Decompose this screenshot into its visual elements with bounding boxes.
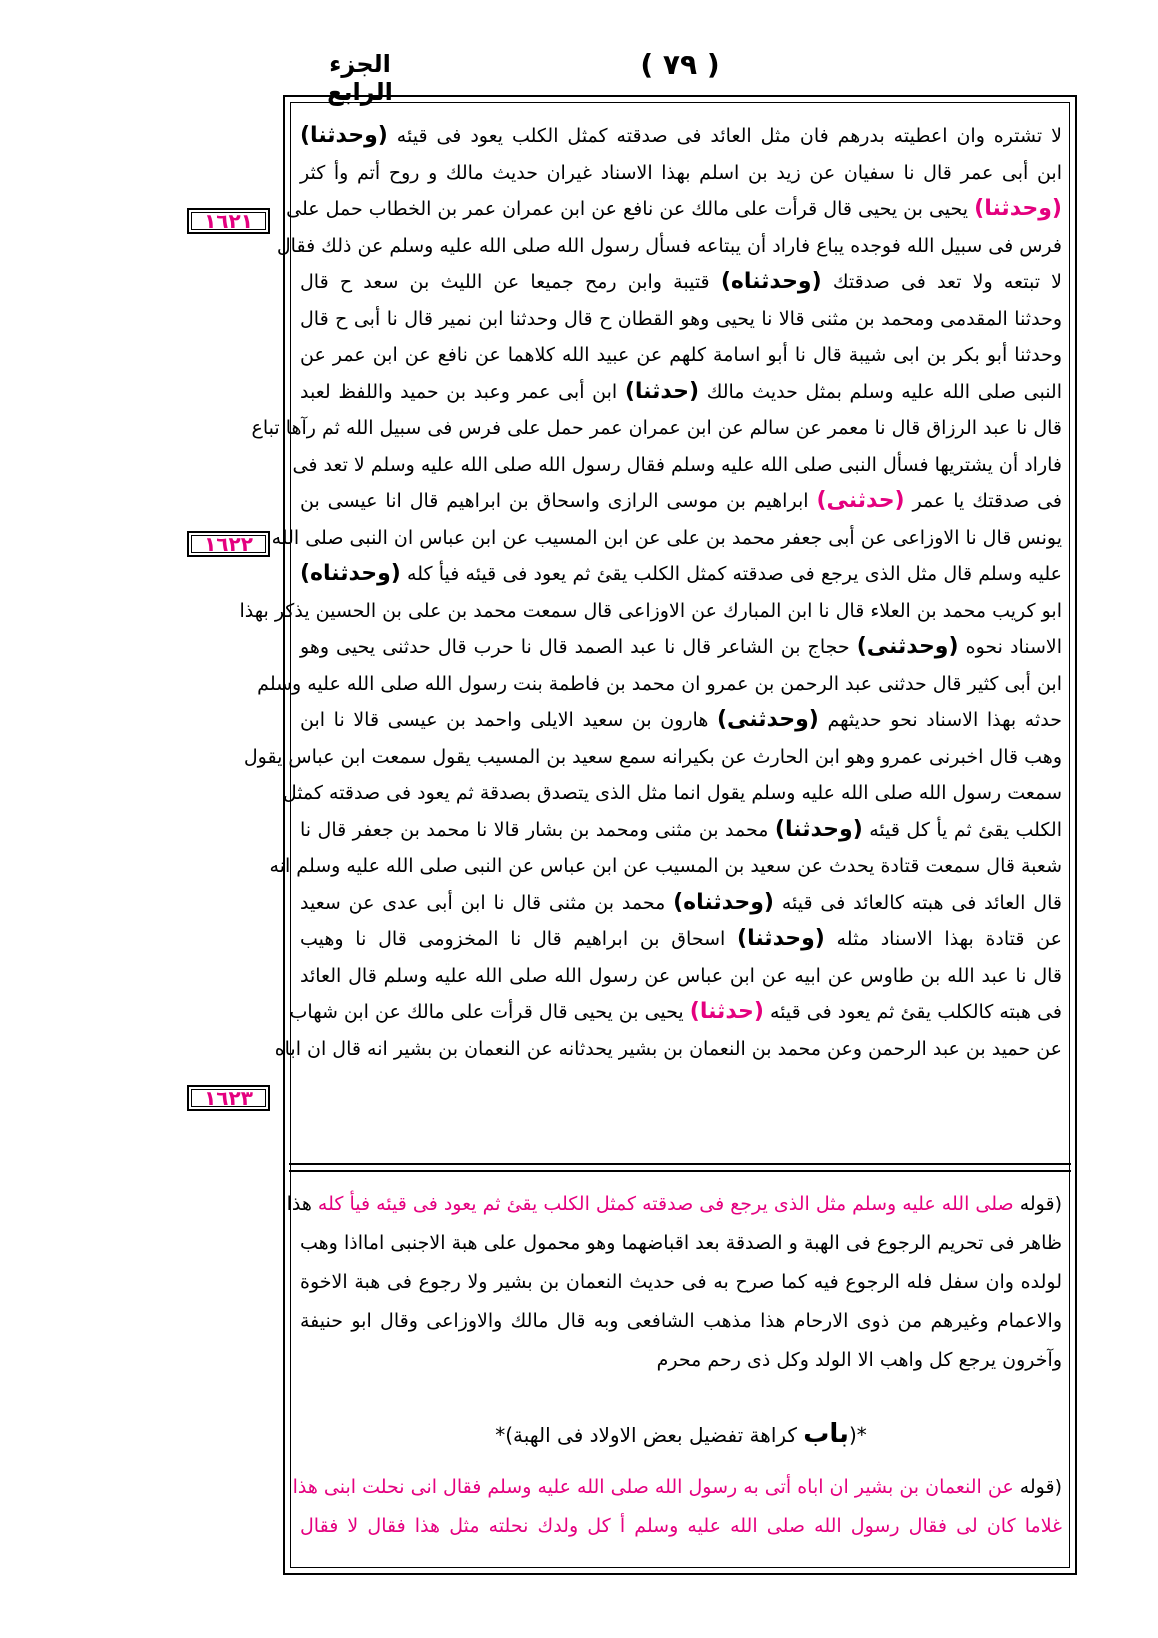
text-line: [289, 994, 1062, 1031]
narration-keyword: (حدثنى): [816, 488, 905, 513]
commentary-line: والاعمام وغيرهم من ذوى الارحام هذا مذهب الشافعى وبه قال مالك والاوزاعى وقال ابو حنيفة: [300, 1310, 1062, 1332]
narration-keyword: (وحدثناه): [300, 561, 401, 586]
text-segment: الكلب يقئ ثم يأ كل قيئه: [869, 818, 1062, 841]
juz-header: الجزء الرابع: [327, 50, 393, 106]
chapter-heading: [300, 1414, 1062, 1455]
text-line: وحدثنا أبو بكر بن ابى شيبة قال نا أبو اسامة كلهم عن عبيد الله كلاهما عن نافع عن ابن عمر عن: [300, 344, 1062, 366]
text-line: [300, 921, 1062, 958]
text-line: [300, 264, 1062, 301]
text-segment: ابراهيم بن موسى الرازى واسحاق بن ابراهيم قال انا عيسى بن: [300, 490, 809, 512]
hadith-text-block: [239, 118, 1063, 1158]
text-segment: محمد بن مثنى ومحمد بن بشار قالا نا محمد بن جعفر قال نا: [300, 818, 769, 841]
text-segment: الاسناد نحوه: [965, 636, 1062, 658]
text-line: [300, 118, 1062, 155]
text-line: وحدثنا المقدمى ومحمد بن مثنى قالا نا يحيى وهو القطان ح قال وحدثنا ابن نمير قال نا أبى ح قال: [300, 307, 1062, 330]
text-segment: اسحاق بن ابراهيم قال نا المخزومى قال نا وهيب: [300, 928, 726, 950]
text-line: قال نا عبد الرزاق قال نا معمر عن سالم عن ابن عمران عمر حمل على فرس فى سبيل الله ثم رآها تباع: [251, 417, 1062, 439]
narration-keyword: (وحدثنا): [737, 926, 825, 951]
text-segment: قتيبة وابن رمح جميعا عن الليث بن سعد ح قال: [300, 271, 710, 293]
narration-keyword: (حدثنا): [689, 999, 764, 1024]
text-line: [300, 885, 1062, 922]
hadith-number-box: ١٦٢٣: [187, 1085, 270, 1111]
text-line: فاراد أن يشتريها فسأل النبى صلى الله عليه وسلم فقال رسول الله صلى الله عليه وسلم لا تعد فى: [292, 453, 1062, 476]
text-segment: (قوله: [1019, 1193, 1062, 1215]
commentary-line: لولده وان سفل فله الرجوع فيه كما صرح به فى حديث النعمان بن بشير ولا رجوع فى هبة الاخوة: [300, 1271, 1062, 1293]
text-line: [300, 812, 1062, 849]
chapter-word: باب: [803, 1419, 849, 1449]
hadith-number-box: ١٦٢١: [187, 208, 270, 234]
text-line: عن حميد بن عبد الرحمن وعن محمد بن النعمان بن بشير يحدثانه عن النعمان بن بشير انه قال ان اباه: [274, 1037, 1062, 1060]
text-segment: هارون بن سعيد الايلى واحمد بن عيسى قالا نا ابن: [300, 709, 709, 731]
text-line: [300, 556, 1062, 593]
text-segment: فى صدقتك يا عمر: [912, 490, 1063, 512]
narration-keyword: (وحدثنى): [717, 707, 819, 732]
text-line: ابو كريب محمد بن العلاء قال نا ابن المبارك عن الاوزاعى قال سمعت محمد بن على بن الحسين يذكر بهذا: [239, 599, 1062, 622]
text-segment: لا تبتعه ولا تعد فى صدقتك: [832, 271, 1062, 293]
text-line: [286, 191, 1062, 228]
text-segment: محمد بن مثنى قال نا ابن أبى عدى عن سعيد: [300, 891, 666, 914]
quoted-phrase: صلى الله عليه وسلم مثل الذى يرجع فى صدقته كمثل الكلب يقئ ثم يعود فى قيئه فيأ كله: [317, 1193, 1014, 1215]
narration-keyword: (وحدثنا): [300, 123, 388, 148]
text-line: فرس فى سبيل الله فوجده يباع فاراد أن يبتاعه فسأل رسول الله صلى الله عليه وسلم عن ذلك فقال: [276, 234, 1062, 257]
narration-keyword: (وحدثنا): [774, 816, 863, 842]
text-line: ابن أبى كثير قال حدثنى عبد الرحمن بن عمرو ان محمد بن فاطمة بنت رسول الله صلى الله عليه وسلم: [257, 672, 1062, 695]
text-segment: يحيى بن يحيى قال قرأت على مالك عن نافع عن ابن عمران عمر بن الخطاب حمل على: [286, 198, 969, 220]
text-line: سمعت رسول الله صلى الله عليه وسلم يقول انما مثل الذى يتصدق بصدقة ثم يعود فى صدقته كمثل: [282, 782, 1062, 804]
text-segment: حدثه بهذا الاسناد نحو حديثهم: [827, 709, 1062, 731]
text-segment: قال العائد فى هبته كالعائد فى قيئه: [781, 891, 1062, 914]
text-line: [300, 374, 1062, 411]
commentary-line: وآخرون يرجع كل واهب الا الولد وكل ذى رحم محرم: [656, 1349, 1062, 1371]
text-segment: لا تشتره وان اعطيته بدرهم فان مثل العائد فى صدقته كمثل الكلب يعود فى قيئه: [396, 125, 1062, 147]
chapter-title: كراهة تفضيل بعض الاولاد فى الهبة: [513, 1423, 797, 1447]
text-line: شعبة قال سمعت قتادة يحدث عن سعيد بن المسيب عن ابن عباس عن النبى صلى الله عليه وسلم انه: [269, 855, 1062, 877]
text-line: [300, 629, 1062, 666]
commentary-line: [292, 1468, 1062, 1507]
text-segment: عن قتادة بهذا الاسناد مثله: [836, 928, 1062, 950]
commentary-line: ظاهر فى تحريم الرجوع فى الهبة و الصدقة بعد اقباضهما وهو محمول على هبة الاجنبى امااذا وهب: [300, 1232, 1062, 1254]
narration-keyword: (وحدثناه): [720, 269, 822, 294]
text-segment: حجاج بن الشاعر قال نا عبد الصمد قال نا حرب قال حدثنى يحيى وهو: [300, 636, 850, 658]
hadith-number-box: ١٦٢٢: [187, 531, 270, 557]
text-line: يونس قال نا الاوزاعى عن أبى جعفر محمد بن على عن ابن المسيب عن ابن عباس ان النبى صلى الله: [271, 526, 1062, 549]
narration-keyword: (حدثنا): [624, 378, 700, 404]
text-line: وهب قال اخبرنى عمرو وهو ابن الحارث عن بكيرانه سمع سعيد بن المسيب يقول سمعت ابن عباس يقول: [243, 745, 1062, 768]
page-number: ( ٧٩ ): [640, 48, 720, 81]
section-divider: [289, 1163, 1071, 1165]
text-segment: عليه وسلم قال مثل الذى يرجع فى صدقته كمثل الكلب يقئ ثم يعود فى قيئه فيأ كله: [407, 563, 1062, 585]
section-divider: [289, 1170, 1071, 1172]
text-segment: فى هبته كالكلب يقئ ثم يعود فى قيئه: [770, 1001, 1062, 1023]
text-segment: ابن أبى عمر وعبد بن حميد واللفظ لعبد: [300, 380, 618, 403]
text-segment: هذا: [286, 1193, 312, 1215]
narration-keyword: (وحدثنا): [974, 196, 1062, 221]
text-line: [300, 702, 1062, 739]
quoted-phrase: عن النعمان بن بشير ان اباه أتى به رسول الله صلى الله عليه وسلم فقال انى نحلت ابنى هذا: [292, 1476, 1014, 1498]
text-segment: (قوله: [1019, 1476, 1062, 1498]
text-segment: النبى صلى الله عليه وسلم بمثل حديث مالك: [706, 380, 1062, 403]
text-segment: يحيى بن يحيى قال قرأت على مالك عن ابن شهاب: [289, 1001, 684, 1023]
text-line: ابن أبى عمر قال نا سفيان عن زيد بن اسلم بهذا الاسناد غيران حديث مالك و روح أتم وأ كثر: [300, 161, 1062, 184]
commentary-line: غلاما كان لى فقال رسول الله صلى الله عليه وسلم أ كل ولدك نحلته مثل هذا فقال لا فقال: [300, 1515, 1062, 1537]
heading-ornament: *(: [848, 1423, 867, 1447]
text-line: قال نا عبد الله بن طاوس عن ابيه عن ابن عباس عن رسول الله صلى الله عليه وسلم قال العائد: [300, 964, 1062, 987]
commentary-block-2: [292, 1468, 1062, 1546]
commentary-line: [286, 1185, 1062, 1224]
narration-keyword: (وحدثنى): [856, 634, 959, 659]
heading-ornament: )*: [495, 1423, 514, 1447]
narration-keyword: (وحدثناه): [673, 889, 774, 915]
text-line: [300, 483, 1062, 520]
